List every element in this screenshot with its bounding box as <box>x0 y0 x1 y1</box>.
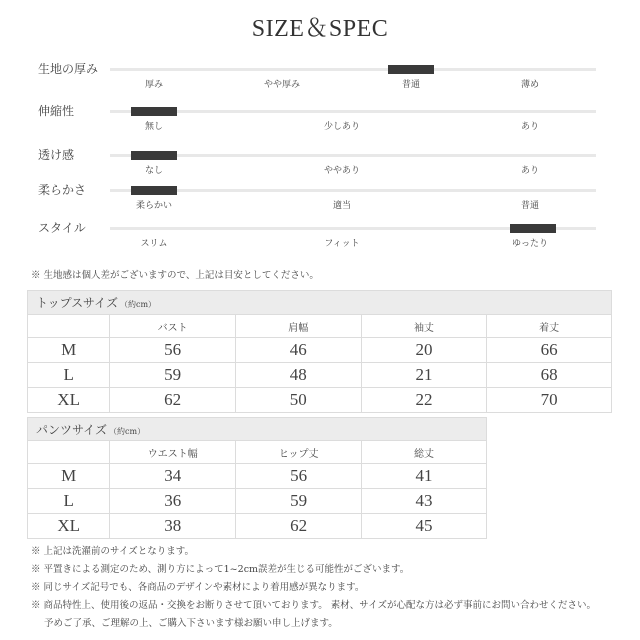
table-cell: 20 <box>361 338 487 363</box>
spec-track <box>110 154 596 157</box>
table-cell: 66 <box>487 338 612 363</box>
table-cell: 45 <box>362 514 487 539</box>
spec-option: あり <box>520 122 540 132</box>
note-item: ※ 平置きによる測定のため、測り方によって1~2cm誤差が生じる可能性がございます。 <box>31 564 410 575</box>
spec-marker <box>131 151 177 160</box>
spec-track <box>110 110 596 113</box>
size-label: L <box>28 363 110 388</box>
spec-row-thickness <box>0 62 640 108</box>
column-header-row <box>28 315 612 338</box>
size-label: XL <box>28 514 110 539</box>
note-item: ※ 同じサイズ記号でも、各商品のデザインや素材により着用感が異なります。 <box>31 582 365 593</box>
spec-option: ややあり <box>323 166 361 176</box>
size-label: M <box>28 338 110 363</box>
spec-marker <box>131 186 177 195</box>
pants-table-title <box>28 418 487 441</box>
spec-label: 柔らかさ <box>38 183 87 197</box>
table-cell: 68 <box>487 363 612 388</box>
column-header: 肩幅 <box>235 315 361 338</box>
table-row <box>28 514 487 539</box>
spec-label: 伸縮性 <box>38 104 75 118</box>
spec-option: 適当 <box>332 201 352 211</box>
table-cell: 48 <box>235 363 361 388</box>
table-cell: 22 <box>361 388 487 413</box>
table-cell: 62 <box>236 514 362 539</box>
column-header: ヒップ丈 <box>236 441 362 464</box>
size-label: XL <box>28 388 110 413</box>
spec-row-stretch <box>0 104 640 150</box>
table-row <box>28 338 612 363</box>
spec-option: なし <box>144 166 164 176</box>
spec-marker <box>388 65 434 74</box>
table-cell: 43 <box>362 489 487 514</box>
table-row <box>28 464 487 489</box>
spec-label: スタイル <box>38 221 86 235</box>
table-cell: 34 <box>110 464 236 489</box>
spec-option: フィット <box>324 239 360 249</box>
table-cell: 38 <box>110 514 236 539</box>
table-cell: 50 <box>235 388 361 413</box>
size-label: L <box>28 489 110 514</box>
table-row <box>28 489 487 514</box>
table-cell: 62 <box>110 388 236 413</box>
table-cell: 56 <box>110 338 236 363</box>
spec-option: ゆったり <box>512 239 548 249</box>
table-cell: 46 <box>235 338 361 363</box>
column-header: バスト <box>110 315 236 338</box>
spec-option: 薄め <box>520 80 540 90</box>
size-label: M <box>28 464 110 489</box>
tops-size-table <box>27 290 612 413</box>
spec-option: 普通 <box>520 201 540 211</box>
column-header <box>28 441 110 464</box>
spec-option: やや厚み <box>263 80 301 90</box>
spec-marker <box>510 224 556 233</box>
page-title: SIZE＆SPEC <box>251 16 389 42</box>
spec-option: 普通 <box>401 80 421 90</box>
unit-text: （約cm） <box>119 300 157 309</box>
note-item: 予めご了承、ご理解の上、ご購入下さいます様お願い申し上げます。 <box>44 618 338 629</box>
note-item: ※ 商品特性上、使用後の返品・交換をお断りさせて頂いております。 素材、サイズが心配な方は必ず事前にお問い合わせください。 <box>31 600 597 611</box>
column-header: 総丈 <box>362 441 487 464</box>
spec-track <box>110 189 596 192</box>
table-cell: 56 <box>236 464 362 489</box>
column-header: 袖丈 <box>361 315 487 338</box>
column-header-row <box>28 441 487 464</box>
table-cell: 59 <box>236 489 362 514</box>
spec-option: スリム <box>140 239 168 249</box>
column-header: ウエスト幅 <box>110 441 236 464</box>
note-item: ※ 上記は洗濯前のサイズとなります。 <box>31 546 195 557</box>
spec-note: ※ 生地感は個人差がございますので、上記は目安としてください。 <box>31 270 319 281</box>
spec-option: 厚み <box>144 80 164 90</box>
table-row <box>28 363 612 388</box>
spec-option: 無し <box>144 122 164 132</box>
spec-track <box>110 68 596 71</box>
unit-text: （約cm） <box>109 426 146 436</box>
column-header <box>28 315 110 338</box>
spec-label: 生地の厚み <box>38 62 99 76</box>
table-cell: 41 <box>362 464 487 489</box>
spec-option: 少しあり <box>323 122 361 132</box>
column-header: 着丈 <box>487 315 612 338</box>
table-title-text: トップスサイズ <box>36 296 118 310</box>
spec-row-sheerness <box>0 148 640 194</box>
table-row <box>28 388 612 413</box>
table-cell: 70 <box>487 388 612 413</box>
spec-marker <box>131 107 177 116</box>
tops-table-title <box>28 291 612 315</box>
notes-list <box>31 543 596 633</box>
table-cell: 36 <box>110 489 236 514</box>
table-cell: 21 <box>361 363 487 388</box>
spec-row-style <box>0 221 640 267</box>
spec-option: あり <box>520 166 540 176</box>
pants-size-table <box>27 417 487 539</box>
spec-row-softness <box>0 183 640 229</box>
table-title-text: パンツサイズ <box>36 422 108 437</box>
spec-option: 柔らかい <box>135 201 173 211</box>
table-cell: 59 <box>110 363 236 388</box>
spec-label: 透け感 <box>38 148 75 162</box>
